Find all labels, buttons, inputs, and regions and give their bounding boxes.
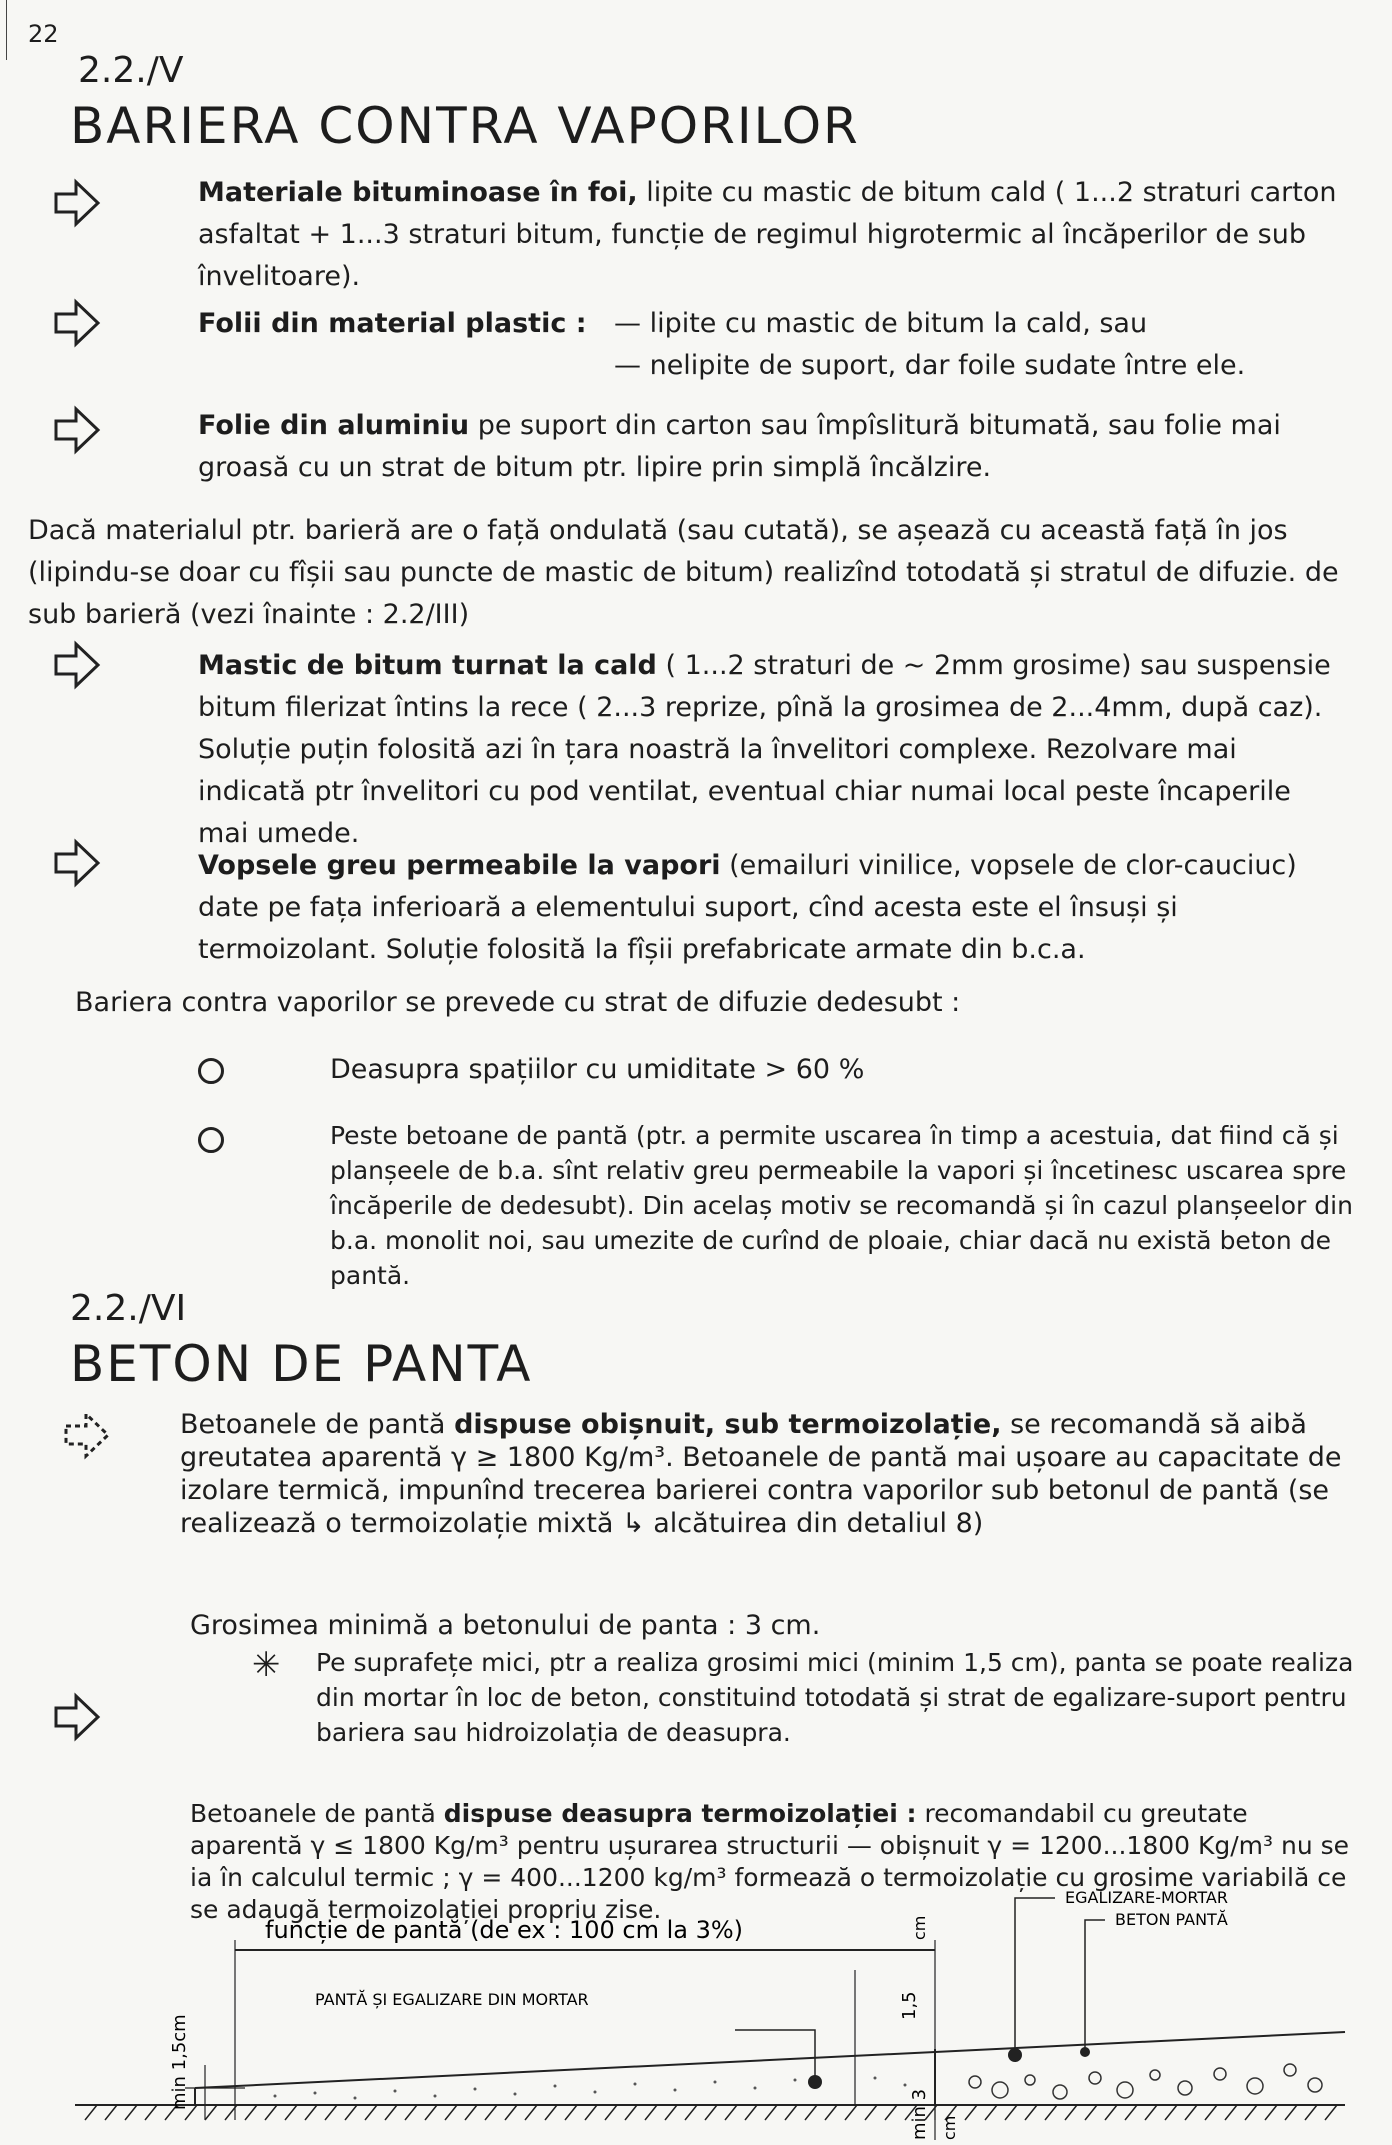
diagram-dim-mid: 1,5: [899, 1991, 920, 2020]
item-folii-label: [198, 303, 587, 345]
diagram-right-label-1: EGALIZARE-MORTAR: [1065, 1888, 1228, 1907]
hollow-arrow-icon: [52, 405, 102, 455]
item-materiale-bituminoase: [198, 172, 1348, 298]
item-text: lipite cu mastic de bitum cald ( 1...2 straturi carton asfaltat + 1...3 straturi bitum, funcție de regimul higrotermic al încăperilor de sub învelitoare).: [198, 177, 1337, 292]
item-beton-deasupra-termoizolatie: [190, 1798, 1360, 1926]
bullet-betoane-panta: Peste betoane de pantă (ptr. a permite uscarea în timp a acestuia, dat fiind că și planșeele de b.a. sînt relativ greu permeabile la vapori și încetinesc uscarea spre încăperile de dedesubt). Din acelaș motiv se recomandă și în cazul planșeelor din b.a. monolit noi, sau umezite de curînd de ploaie, chiar dacă nu există beton de pantă.: [330, 1121, 1353, 1290]
item-bold: Folii din material plastic :: [198, 308, 587, 339]
section-vi-number: 2.2./VI: [70, 1288, 187, 1329]
min-thickness: Grosimea minimă a betonului de panta : 3 cm.: [190, 1610, 821, 1641]
item-beton-sub-termoizolatie: [180, 1408, 1360, 1540]
item-bold: dispuse obișnuit, sub termoizolație,: [454, 1409, 1002, 1440]
item-bold: Materiale bituminoase în foi,: [198, 177, 638, 208]
folii-option-2: — nelipite de suport, dar foile sudate între ele.: [614, 350, 1246, 381]
section-v-number: 2.2./V: [78, 50, 184, 91]
leader-dot: [1080, 2047, 1090, 2057]
item-bold: dispuse deasupra termoizolației :: [443, 1799, 917, 1828]
diagram-left-label: PANTĂ ȘI EGALIZARE DIN MORTAR: [315, 1990, 589, 2009]
item-mastic-bitum: [198, 645, 1348, 855]
hollow-arrow-icon: [52, 1692, 102, 1742]
item-text: (emailuri vinilice, vopsele de clor-cauciuc) date pe fața inferioară a elementului suport, cînd acesta este el însuși și termoizolant. Soluție folosită la fîșii prefabricate armate din b.c.a.: [198, 850, 1297, 965]
leader-dot: [1008, 2048, 1022, 2062]
circle-bullet-icon: [198, 1058, 224, 1084]
item-text: Betoanele de pantă: [190, 1799, 436, 1828]
item-bold: Vopsele greu permeabile la vapori: [198, 850, 721, 881]
bullet-umiditate: Deasupra spațiilor cu umiditate > 60 %: [330, 1054, 865, 1085]
margin-line: [6, 0, 7, 60]
circle-bullet-icon: [198, 1127, 224, 1153]
item-folie-aluminiu: [198, 405, 1348, 489]
item-text: pe suport din carton sau împîslitură bitumată, sau folie mai groasă cu un strat de bitum ptr. lipire prin simplă încălzire.: [198, 410, 1281, 483]
ground-hatch: [85, 2105, 1337, 2120]
diagram-top-label: funcție de pantă (de ex : 100 cm la 3%): [265, 1916, 744, 1944]
diagram-dim-min3: min 3: [909, 2088, 930, 2140]
diagram-dim-top: cm: [910, 1915, 929, 1940]
item-bold: Mastic de bitum turnat la cald: [198, 650, 657, 681]
item-text: se recomandă să aibă greutatea aparentă γ ≥ 1800 Kg/m³. Betoanele de pantă mai ușoare au capacitate de izolare termică, impunînd trecerea barierei contra vaporilor sub betonul de pantă (se realizează o termoizolație mixtă ↳ alcătuirea din detaliul 8): [180, 1409, 1342, 1539]
diagram-right-label-2: BETON PANTĂ: [1115, 1910, 1228, 1929]
aggregate-pattern: [969, 2064, 1322, 2099]
hollow-arrow-icon: [52, 640, 102, 690]
hollow-arrow-icon: [52, 178, 102, 228]
page-number: 22: [28, 20, 59, 48]
diffusion-intro: Bariera contra vaporilor se prevede cu strat de difuzie dedesubt :: [75, 987, 961, 1018]
star-note: Pe suprafețe mici, ptr a realiza grosimi mici (minim 1,5 cm), panta se poate realiza din mortar în loc de beton, constituind totodată și strat de egalizare-suport pentru bariera sau hidroizolația de deasupra.: [316, 1648, 1354, 1747]
item-text: Betoanele de pantă: [180, 1409, 446, 1440]
section-v-title: BARIERA CONTRA VAPORILOR: [70, 97, 860, 155]
item-text: ( 1...2 straturi de ~ 2mm grosime) sau suspensie bitum filerizat întins la rece ( 2...3 reprize, pînă la grosimea de 2...4mm, după caz). Soluție puțin folosită azi în țara noastră la învelitori complexe. Rezolvare mai indicată ptr învelitori cu pod ventilat, eventual chiar numai local peste încaperile mai umede.: [198, 650, 1331, 849]
item-text: recomandabil cu greutate aparentă γ ≤ 1800 Kg/m³ pentru ușurarea structurii — obișnuit γ = 1200...1800 Kg/m³ nu se ia în calculul termic ; γ = 400...1200 kg/m³ formează o termoizolație cu grosime variabilă ce se adaugă termoizolației propriu zise.: [190, 1799, 1350, 1924]
item-vopsele: [198, 845, 1348, 971]
note-ondulata: Dacă materialul ptr. barieră are o față ondulată (sau cutată), se așează cu această față în jos (lipindu-se doar cu fîșii sau puncte de mastic de bitum) realizînd totodată și stratul de difuzie. de sub barieră (vezi înainte : 2.2/III): [28, 515, 1339, 630]
leader-dot: [808, 2075, 822, 2089]
asterisk-icon: ✳: [252, 1645, 281, 1685]
item-bold: Folie din aluminiu: [198, 410, 470, 441]
folii-option-1: — lipite cu mastic de bitum la cald, sau: [614, 308, 1148, 339]
diagram-dim-left: min 1,5cm: [169, 2014, 190, 2110]
diagram-dim-cm: cm: [940, 2115, 959, 2140]
section-vi-title: BETON DE PANTA: [70, 1335, 533, 1393]
hollow-arrow-icon: [52, 838, 102, 888]
dashed-arrow-icon: [62, 1410, 112, 1460]
hollow-arrow-icon: [52, 298, 102, 348]
